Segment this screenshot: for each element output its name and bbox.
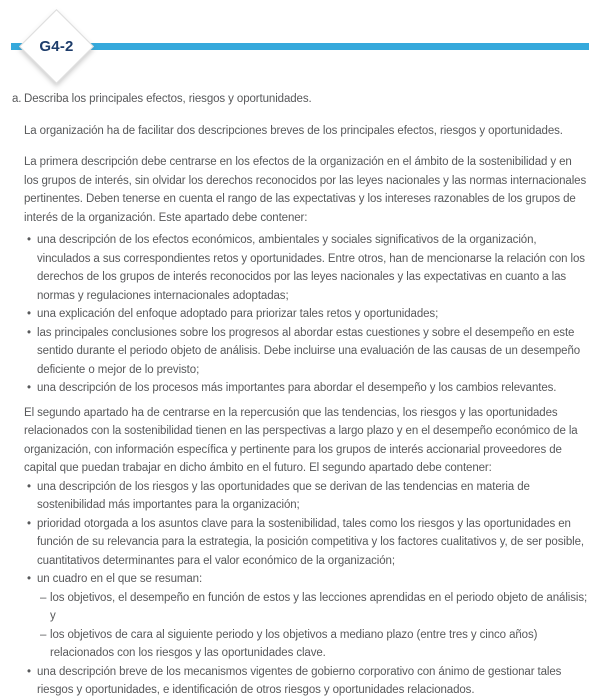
list-item [12, 379, 588, 398]
list-item [12, 231, 588, 305]
list-item [12, 663, 588, 700]
list-item-text: una descripción de los riesgos y las oportunidades que se derivan de las tendencias en materia de sostenibilidad más importantes para la organización; [37, 480, 530, 511]
intro-paragraph: La organización ha de facilitar dos descripciones breves de los principales efectos, riesgos y oportunidades. [24, 124, 563, 137]
standard-badge-label: G4-2 [39, 38, 74, 55]
bullet-marker: • [27, 573, 31, 585]
bullet-marker: • [27, 382, 31, 394]
bullet-marker: • [27, 480, 31, 493]
bullet-marker: • [27, 326, 31, 339]
bullet-marker: • [27, 665, 31, 678]
list-item [12, 570, 588, 589]
bullet-marker: • [27, 234, 31, 246]
list-item-text: los objetivos, el desempeño en función de estos y las lecciones aprendidas en el periodo objeto de análisis; y [50, 591, 588, 622]
list-item-text: una descripción de los efectos económicos, ambientales y sociales significativos de la organización, vinculados a sus correspondientes retos y oportunidades. Entre otros, han de mencionarse la relación con los derechos de los grupos de interés reconocidos por las leyes nacionales y las expectativas en cuanto a las normas y regulaciones internacionales adoptadas; [37, 234, 585, 302]
clause-a [12, 90, 588, 109]
second-bullet-list [12, 478, 588, 700]
first-description-paragraph: La primera descripción debe centrarse en los efectos de la organización en el ámbito de la sostenibilidad y en los grupos de interés, sin olvidar los derechos reconocidos por las leyes nacionales y las normas internacionales pertinentes. Deben tenerse en cuenta el rango de las expectativas y los intereses razonables de los grupos de interés de la organización. Este apartado debe contener: [24, 156, 587, 224]
list-item-text: un cuadro en el que se resuman: [37, 573, 203, 585]
sub-list-item [12, 589, 588, 626]
bullet-marker: • [27, 308, 31, 320]
second-description-paragraph: El segundo apartado ha de centrarse en la repercusión que las tendencias, los riesgos y las oportunidades relacionados con la sostenibilidad tienen en las perspectivas a largo plazo y en el desempeño económico de la organización, con información específica y pertinente para los grupos de interés accionarial proveedores de capital que puedan trabajar en dicho ámbito en el futuro. El segundo apartado debe contener: [24, 406, 578, 474]
sub-list-item [12, 626, 588, 663]
standard-badge [19, 9, 94, 84]
list-item-text: prioridad otorgada a los asuntos clave para la sostenibilidad, tales como los riesgos y las oportunidades en función de su relevancia para la estrategia, la posición competitiva y los factores cualitativos y, de ser posible, cuantitativos determinantes para el valor económico de la organización; [37, 517, 584, 567]
list-item-text: una descripción de los procesos más importantes para abordar el desempeño y los cambios relevantes. [37, 382, 557, 394]
list-item-text: los objetivos de cara al siguiente periodo y los objetivos a mediano plazo (entre tres y cinco años) relacionados con los riesgos y las oportunidades clave. [50, 628, 538, 659]
list-item-text: una descripción breve de los mecanismos vigentes de gobierno corporativo con ánimo de gestionar tales riesgos y oportunidades, e identificación de otros riesgos y oportunidades relacionados. [37, 665, 562, 696]
first-bullet-list [12, 231, 588, 398]
bullet-marker: • [27, 517, 31, 530]
clause-letter: a. [12, 93, 22, 105]
list-item [12, 478, 588, 515]
list-item [12, 324, 588, 380]
dash-marker: – [40, 591, 47, 604]
dash-marker: – [40, 628, 47, 641]
list-item-text: una explicación del enfoque adoptado para priorizar tales retos y oportunidades; [37, 308, 439, 320]
accent-rule [11, 43, 589, 50]
list-item [12, 305, 588, 324]
clause-text: Describa los principales efectos, riesgos y oportunidades. [24, 93, 312, 105]
standard-header [0, 0, 604, 88]
list-item [12, 515, 588, 571]
list-item-text: las principales conclusiones sobre los progresos al abordar estas cuestiones y sobre el desempeño en este sentido durante el periodo objeto de análisis. Debe incluirse una evaluación de las causas de un desempeño deficiente o mejor de lo previsto; [37, 326, 581, 376]
guideline-content [0, 88, 604, 700]
